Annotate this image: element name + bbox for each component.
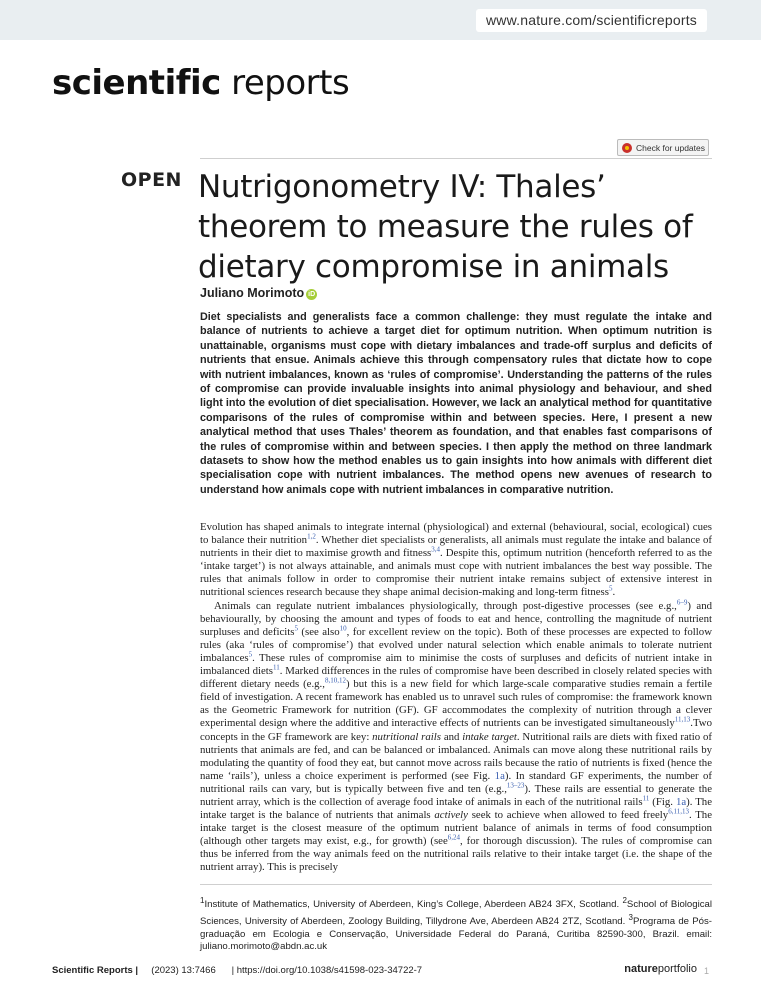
citation-link[interactable]: 6,11,13 [668, 807, 689, 816]
journal-masthead [52, 63, 349, 103]
citation-link[interactable]: 6,24 [447, 833, 461, 842]
page-number: 1 [703, 966, 709, 976]
author-line [200, 286, 317, 300]
citation-link[interactable]: 11,13 [674, 715, 691, 724]
citation-link[interactable]: 13–23 [506, 781, 525, 790]
citation-link[interactable]: 10 [339, 624, 347, 633]
open-access-label: OPEN [121, 169, 182, 191]
footnote-rule [200, 884, 712, 885]
article-body [200, 521, 712, 875]
figure-link[interactable]: 1a [494, 769, 505, 782]
journal-url-link[interactable]: www.nature.com/scientificreports [476, 9, 707, 32]
masthead-light: reports [231, 63, 350, 103]
citation-link[interactable]: 3,4 [431, 545, 440, 554]
author-name[interactable]: Juliano Morimoto [200, 286, 305, 300]
affiliations: $^1$Institute of Mathematics, University of Aberdeen, King’s College, Aberdeen AB24 3FX, Scotland. $^2$School of Biological Sciences, University of Aberdeen, Zoology Building, Tillydrone Ave, Aberdeen AB24 2TZ, Scotland. $^3$Programa de Pós-graduação em Ecologia e Conservação, Universidade Federal do Paraná, Curitiba 82590-300, Brazil. email: juliano.morimoto@abdn.ac.uk [200, 896, 712, 953]
citation-link[interactable]: 8,10,12 [324, 676, 346, 685]
citation-link[interactable]: 5 [248, 650, 253, 659]
abstract: Diet specialists and generalists face a common challenge: they must regulate the intake and balance of nutrients to achieve a target diet for optimum nutrition. When optimum nutrition is unattainable, organisms must cope with dietary imbalances and trade-off surplus and deficits of nutrients that ensue. Animals achieve this through compensatory rules that dictate how to cope with nutrient imbalances, known as ‘rules of compromise’. Understanding the patterns of the rules of compromise can provide invaluable insights into animal physiology and behaviour, and shed light into the evolution of diet specialisation. However, we lack an analytical method for quantitative comparisons of the rules of compromise within and between species. Here, I present a new analytical method that uses Thales’ theorem as foundation, and that enables fast comparisons of the rules of compromise within and between species. I then apply the method on three landmark datasets to show how the method enables us to gain insights into how animals with different diet specialisation cope with nutrient imbalances. The method opens new avenues of research to understand how animals cope with nutrient imbalances in comparative nutrition. [200, 311, 712, 496]
check-for-updates-button[interactable] [617, 139, 709, 156]
article-title: Nutrigonometry IV: Thales’ theorem to measure the rules of dietary compromise in animals [198, 169, 693, 285]
body-paragraph-1: Evolution has shaped animals to integrate internal (physiological) and external (behavioural, social, ecological) cues to balance their nutrition$^{1,2}$. Whether diet specialists or generalists, all animals must regulate the intake and balance of nutrients in their diet to maximise growth and fitness$^{3,4}$. Despite this, optimum nutrition (henceforth referred to as the ‘intake target’) is not always attainable, and animals must cope with nutrient imbalances the best way possible. The rules that animals follow in order to compromise their nutrient intake remains subject of extensive interest in nutritional sciences research because they shape animal decision-making and long-term fitness$^5$. [200, 521, 713, 599]
footer-volume: (2023) 13:7466 [151, 965, 216, 976]
citation-link[interactable]: 5 [294, 624, 298, 633]
top-bar [0, 0, 761, 40]
citation-link[interactable]: 1,2 [307, 532, 316, 541]
page-footer [52, 965, 712, 976]
citation-link[interactable]: 11 [272, 663, 280, 672]
nature-portfolio-logo: natureportfolio [624, 963, 697, 975]
citation-link[interactable]: 6–9 [676, 597, 688, 606]
masthead-bold: scientific [52, 63, 221, 103]
footer-journal: Scientific Reports [52, 965, 133, 976]
body-paragraph-2: Animals can regulate nutrient imbalances physiologically, through post-digestive processes (see e.g.,$^{6-9}$) and behaviourally, by choosing the amount and types of foods to eat and hence, controlling the magnitude of nutrient surpluses and deficits$^5$ (see also$^{10}$, for excellent review on the topic). Both of these processes are expected to follow rules (aka ‘rules of compromise’) that evolved under natural selection which enable animals to tolerate nutrient imbalances$^5$. These rules of compromise aim to minimise the costs of surpluses and deficits of nutrient intake in imbalanced diets$^{11}$. Marked differences in the rules of compromise have been described in closely related species with different dietary needs (e.g.,$^{8,10,12}$) but this is a new field for which large-scale comparative studies remain a fertile field of investigation. A recent framework has enabled us to unravel such rules of compromise: the framework known as the Geometric Framework for nutrition (GF). GF accommodates the complexity of nutrition through a clever experimental design where the additive and interactive effects of nutrients can be investigated simultaneously$^{11,13}$.Two concepts in the GF framework are key: nutritional rails and intake target. Nutritional rails are diets with fixed ratio of nutrients that animals are fed, and can be balanced or imbalanced. Animals can move along these nutritional rails by modulating the quantity of food they eat, but cannot move across rails because the ratio of nutrients is fixed (hence the name ‘rails’), unless a choice experiment is performed (see Fig. 1a). In standard GF experiments, the number of nutritional rails can vary, but is typically between five and ten (e.g.,$^{13-23}$). These rails are essential to generate the nutrient array, which is the collection of average food intake of animals in each of the nutritional rails$^{11}$ (Fig. 1a). The intake target is the balance of nutrients that animals actively seek to achieve when allowed to feed freely$^{6,11,13}$. The intake target is the closest measure of the optimum nutrient balance of animals in terms of food consumption (although other targets may exist, e.g., for growth) (see$^{6,24}$, for thorough discussion). The rules of compromise can thus be inferred from the way animals feed on the nutritional rails relative to their intake target (i.e. the shape of the nutrient array). This is precisely [200, 597, 712, 874]
check-for-updates-label: Check for updates [636, 143, 705, 153]
citation-link[interactable]: 5 [608, 584, 613, 593]
citation-link[interactable]: 11 [642, 794, 650, 803]
crossmark-icon [622, 143, 632, 153]
footer-separator: | [135, 965, 139, 976]
header-rule [200, 158, 712, 159]
figure-link[interactable]: 1a [675, 795, 687, 808]
orcid-icon[interactable]: iD [308, 291, 316, 298]
footer-doi-link[interactable]: | https://doi.org/10.1038/s41598-023-34722-7 [231, 965, 423, 976]
